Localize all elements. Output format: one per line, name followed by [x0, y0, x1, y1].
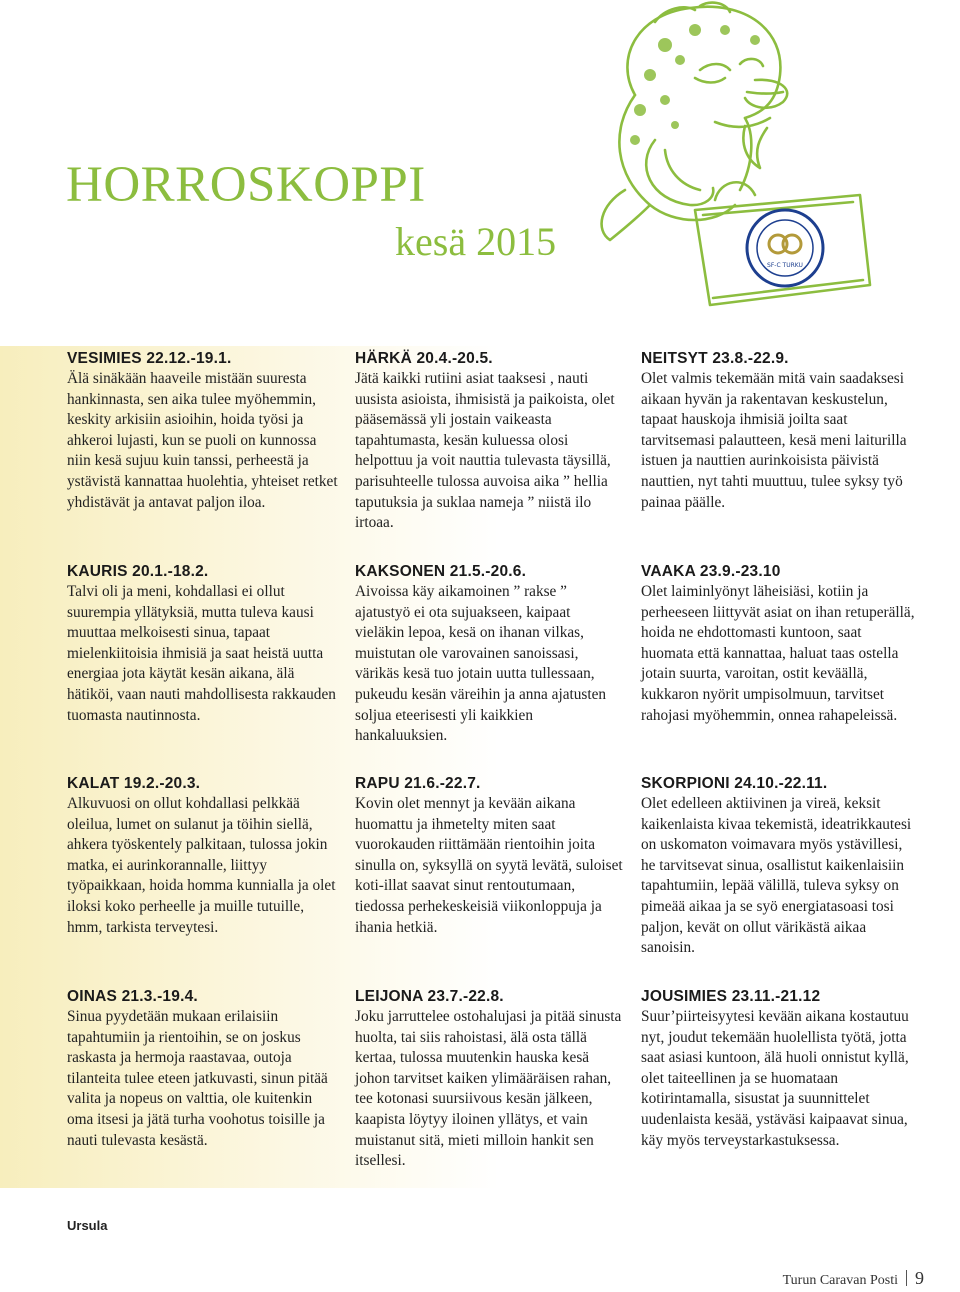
sign-text: Alkuvuosi on ollut kohdallasi pelkkää oleilua, lumet on sulanut ja töihin siellä, ahkera työskentely palkitaan, tulossa jokin matka, ei aurinkorannalle, liittyy työpaikkaan, hoida homma kunnialla ja olet iloksi koko perheelle ja muille tutuille, hmm, tarkista terveytesi.	[67, 795, 336, 936]
sign-jousimies	[641, 988, 917, 1151]
sign-text: Joku jarruttelee ostohalujasi ja pitää sinusta huolta, tai siis rahoistasi, älä osta tällä kertaa, tulossa muutenkin hauska kesä johon tarvitset kaiken ylimääräisen rahan, tee kotonasi suursiivous kesän jälkeen, kaapista löytyy iloinen yllätys, et vain muistanut sitä, mieti milloin hankit sen itsellesi.	[355, 1008, 622, 1170]
sign-neitsyt	[641, 350, 917, 513]
sign-text: Olet laiminlyönyt läheisiäsi, kotiin ja perheeseen liittyvät asiat on ihan retuperällä, hoida ne ehdottomasti kuntoon, saat huomata että kannattaa, haluat taas ostella jotain suurta, varoitan, ostit keväällä, kukkaron nyörit umpisolmuun, tarvitset rahojasi myöhemmin, onnea rahapeleissä.	[641, 583, 915, 724]
sign-title: KAKSONEN 21.5.-20.6.	[355, 563, 527, 580]
sign-text: Kovin olet mennyt ja kevään aikana huomattu ja ihmetelty miten saat vuorokauden riittämään rientoihin joita sinulla on, syksyllä on syytä levätä, suloiset koti-illat saavat sinut rentoutumaan, tiedossa perhekeskeisiä viikonloppuja ja ihania hetkiä.	[355, 795, 623, 936]
sign-skorpioni	[641, 775, 917, 959]
sign-title: OINAS 21.3.-19.4.	[67, 988, 198, 1005]
sign-text: Sinua pyydetään mukaan erilaisiin tapahtumiin ja rientoihin, se on joskus raskasta ja hermoja raastavaa, outoja tilanteita tulee eteen jatkuvasti, sinun pitää valita ja nopeus on valttia, ole kuitenkin oma itsesi ja jätä turha voohotus toisille ja nauti tulevasta kesästä.	[67, 1008, 328, 1149]
sign-text: Olet valmis tekemään mitä vain saadaksesi aikaan hyvän ja rakentavan keskustelun, tapaat hauskoja ihmisiä joilta saat tarvitsemasi palautteen, kesä meni laiturilla istuen ja nauttien aurinkoisista päivistä nauttien, nyt tahti muuttuu, tulee syksy työ painaa päälle.	[641, 370, 907, 511]
sign-leijona	[355, 988, 623, 1172]
publication-name: Turun Caravan Posti	[782, 1273, 898, 1288]
sign-kauris	[67, 563, 342, 726]
sign-title: JOUSIMIES 23.11.-21.12	[641, 988, 821, 1005]
badge-sub-text: SF-C TURKU	[767, 262, 803, 269]
sign-text: Aivoissa käy aikamoinen ” rakse ” ajatustyö ei ota sujuakseen, kaipaat vieläkin lepoa, kesä on ihanan vilkas, muistutan ole varovainen sanoissasi, värikäs kesä tuo jotain uutta tullessaan, pukeudu kesän väreihin ja anna ajatusten soljua eteerisesti yli kaikkien hankaluuksien.	[355, 583, 607, 745]
page-number: 9	[915, 1268, 924, 1288]
sign-vaaka	[641, 563, 917, 726]
sign-title: VESIMIES 22.12.-19.1.	[67, 350, 232, 367]
page-subtitle: kesä 2015	[395, 219, 557, 264]
sign-title: KAURIS 20.1.-18.2.	[67, 563, 209, 580]
page-footer	[783, 1268, 924, 1289]
sign-text: Älä sinäkään haaveile mistään suuresta hankinnasta, sen aika tulee myöhemmin, keskity arkisiin asioihin, hoida työsi ja ahkeroi lujasti, kun se puoli on kunnossa niin kesä sujuu kuin tanssi, perheestä ja ystävistä kannattaa huolehtia, yhteiset retket yhdistävät ja antavat paljon iloa.	[67, 370, 338, 511]
sign-title: LEIJONA 23.7.-22.8.	[355, 988, 504, 1005]
sign-vesimies	[67, 350, 342, 513]
sign-oinas	[67, 988, 342, 1151]
footer-divider	[906, 1270, 907, 1286]
sign-title: SKORPIONI 24.10.-22.11.	[641, 775, 828, 792]
sign-title: NEITSYT 23.8.-22.9.	[641, 350, 789, 367]
sign-harka	[355, 350, 623, 534]
sign-kalat	[67, 775, 342, 938]
sign-rapu	[355, 775, 623, 938]
sign-text: Suur’piirteisyytesi kevään aikana kostautuu nyt, joudut tekemään huolellista työtä, jotta saat asiasi kuntoon, älä huoli onnistut kyllä, olet taiteellinen ja se huomataan kotirintamalla, sisustat ja suunnittelet uudenlaista kesää, ystäväsi kaipaavat sinua, käy myös terveystarkastuksessa.	[641, 1008, 909, 1149]
sign-text: Olet edelleen aktiivinen ja vireä, keksit kaikenlaista kivaa tekemistä, ideatrikkautesi on uskomaton voimavara myös ystävillesi, he tarvitsevat sinua, osallistut kaikenlaisiin tapahtumiin, lepää välillä, tuleva syksy on pimeää aikaa ja se syö energiatasoasi tosi paljon, kevät on ollut värikästä aikaa sanoisin.	[641, 795, 912, 957]
sign-title: VAAKA 23.9.-23.10	[641, 563, 781, 580]
sign-title: KALAT 19.2.-20.3.	[67, 775, 201, 792]
sign-text: Jätä kaikki rutiini asiat taaksesi , nauti uusista asioista, ihmisistä ja paikoista, olet pääsemässä yli jostain vaikeasta tapahtumasta, kesän kuluessa olosi helpottuu ja voit nauttia tulevasta täysillä, parisuhteelle tulossa auvoisa aika ” hellia taputuksia ja suklaa nameja ” niistä ilo irtoaa.	[355, 370, 615, 532]
sign-kaksonen	[355, 563, 623, 747]
author-signature: Ursula	[67, 1218, 108, 1233]
sign-title: RAPU 21.6.-22.7.	[355, 775, 481, 792]
sign-text: Talvi oli ja meni, kohdallasi ei ollut suurempia yllätyksiä, mutta tuleva kausi muuttaa melkoisesti sinua, tapaat mielenkiitoisia ihmisiä ja saat heistä uutta energiaa jota käytät kesän aikana, älä hätiköi, vaan nauti mahdollisesta rakkauden tuomasta nautinnosta.	[67, 583, 336, 724]
page-title: HORROSKOPPI	[66, 157, 426, 213]
sign-title: HÄRKÄ 20.4.-20.5.	[355, 350, 493, 367]
bird-with-suitcase-icon	[595, 0, 925, 340]
